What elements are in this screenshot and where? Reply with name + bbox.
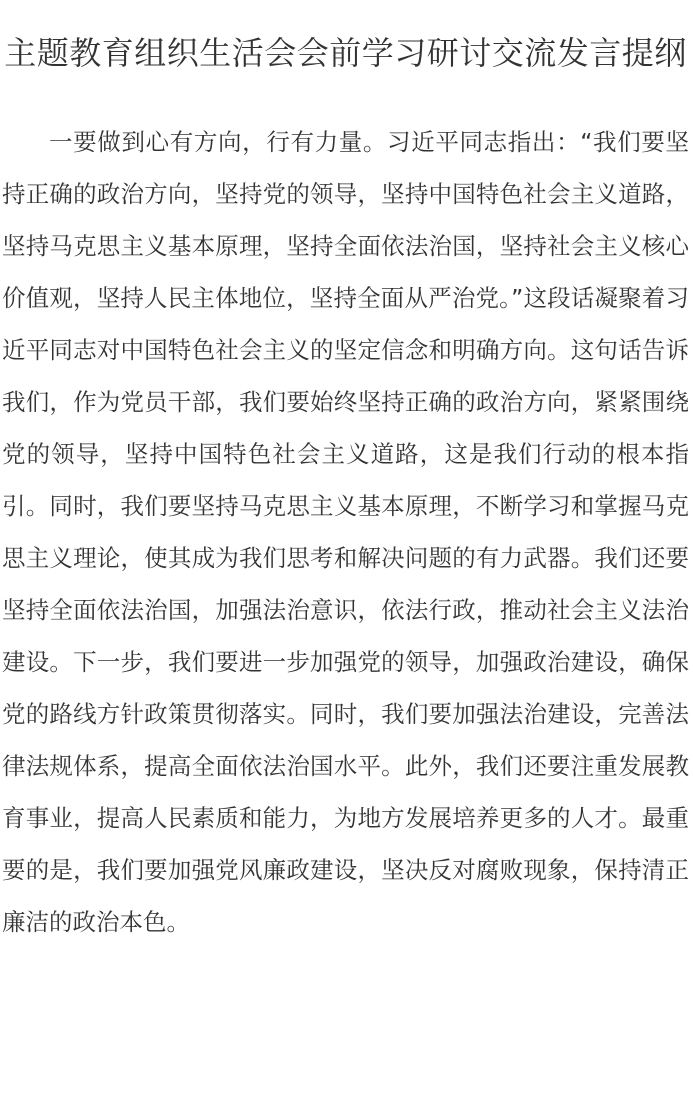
document-title: 主题教育组织生活会会前学习研讨交流发言提纲 — [4, 34, 687, 72]
body-paragraph: 一要做到心有方向，行有力量。习近平同志指出：“我们要坚持正确的政治方向，坚持党的领导，坚持中国特色社会主义道路，坚持马克思主义基本原理，坚持全面依法治国，坚持社会主义核心价值观，坚持人民主体地位，坚持全面从严治党。”这段话凝聚着习近平同志对中国特色社会主义的坚定信念和明确方向。这句话告诉我们，作为党员干部，我们要始终坚持正确的政治方向，紧紧围绕党的领导，坚持中国特色社会主义道路，这是我们行动的根本指引。同时，我们要坚持马克思主义基本原理，不断学习和掌握马克思主义理论，使其成为我们思考和解决问题的有力武器。我们还要坚持全面依法治国，加强法治意识，依法行政，推动社会主义法治建设。下一步，我们要进一步加强党的领导，加强政治建设，确保党的路线方针政策贯彻落实。同时，我们要加强法治建设，完善法律法规体系，提高全面依法治国水平。此外，我们还要注重发展教育事业，提高人民素质和能力，为地方发展培养更多的人才。最重要的是，我们要加强党风廉政建设，坚决反对腐败现象，保持清正廉洁的政治本色。 — [2, 128, 689, 936]
